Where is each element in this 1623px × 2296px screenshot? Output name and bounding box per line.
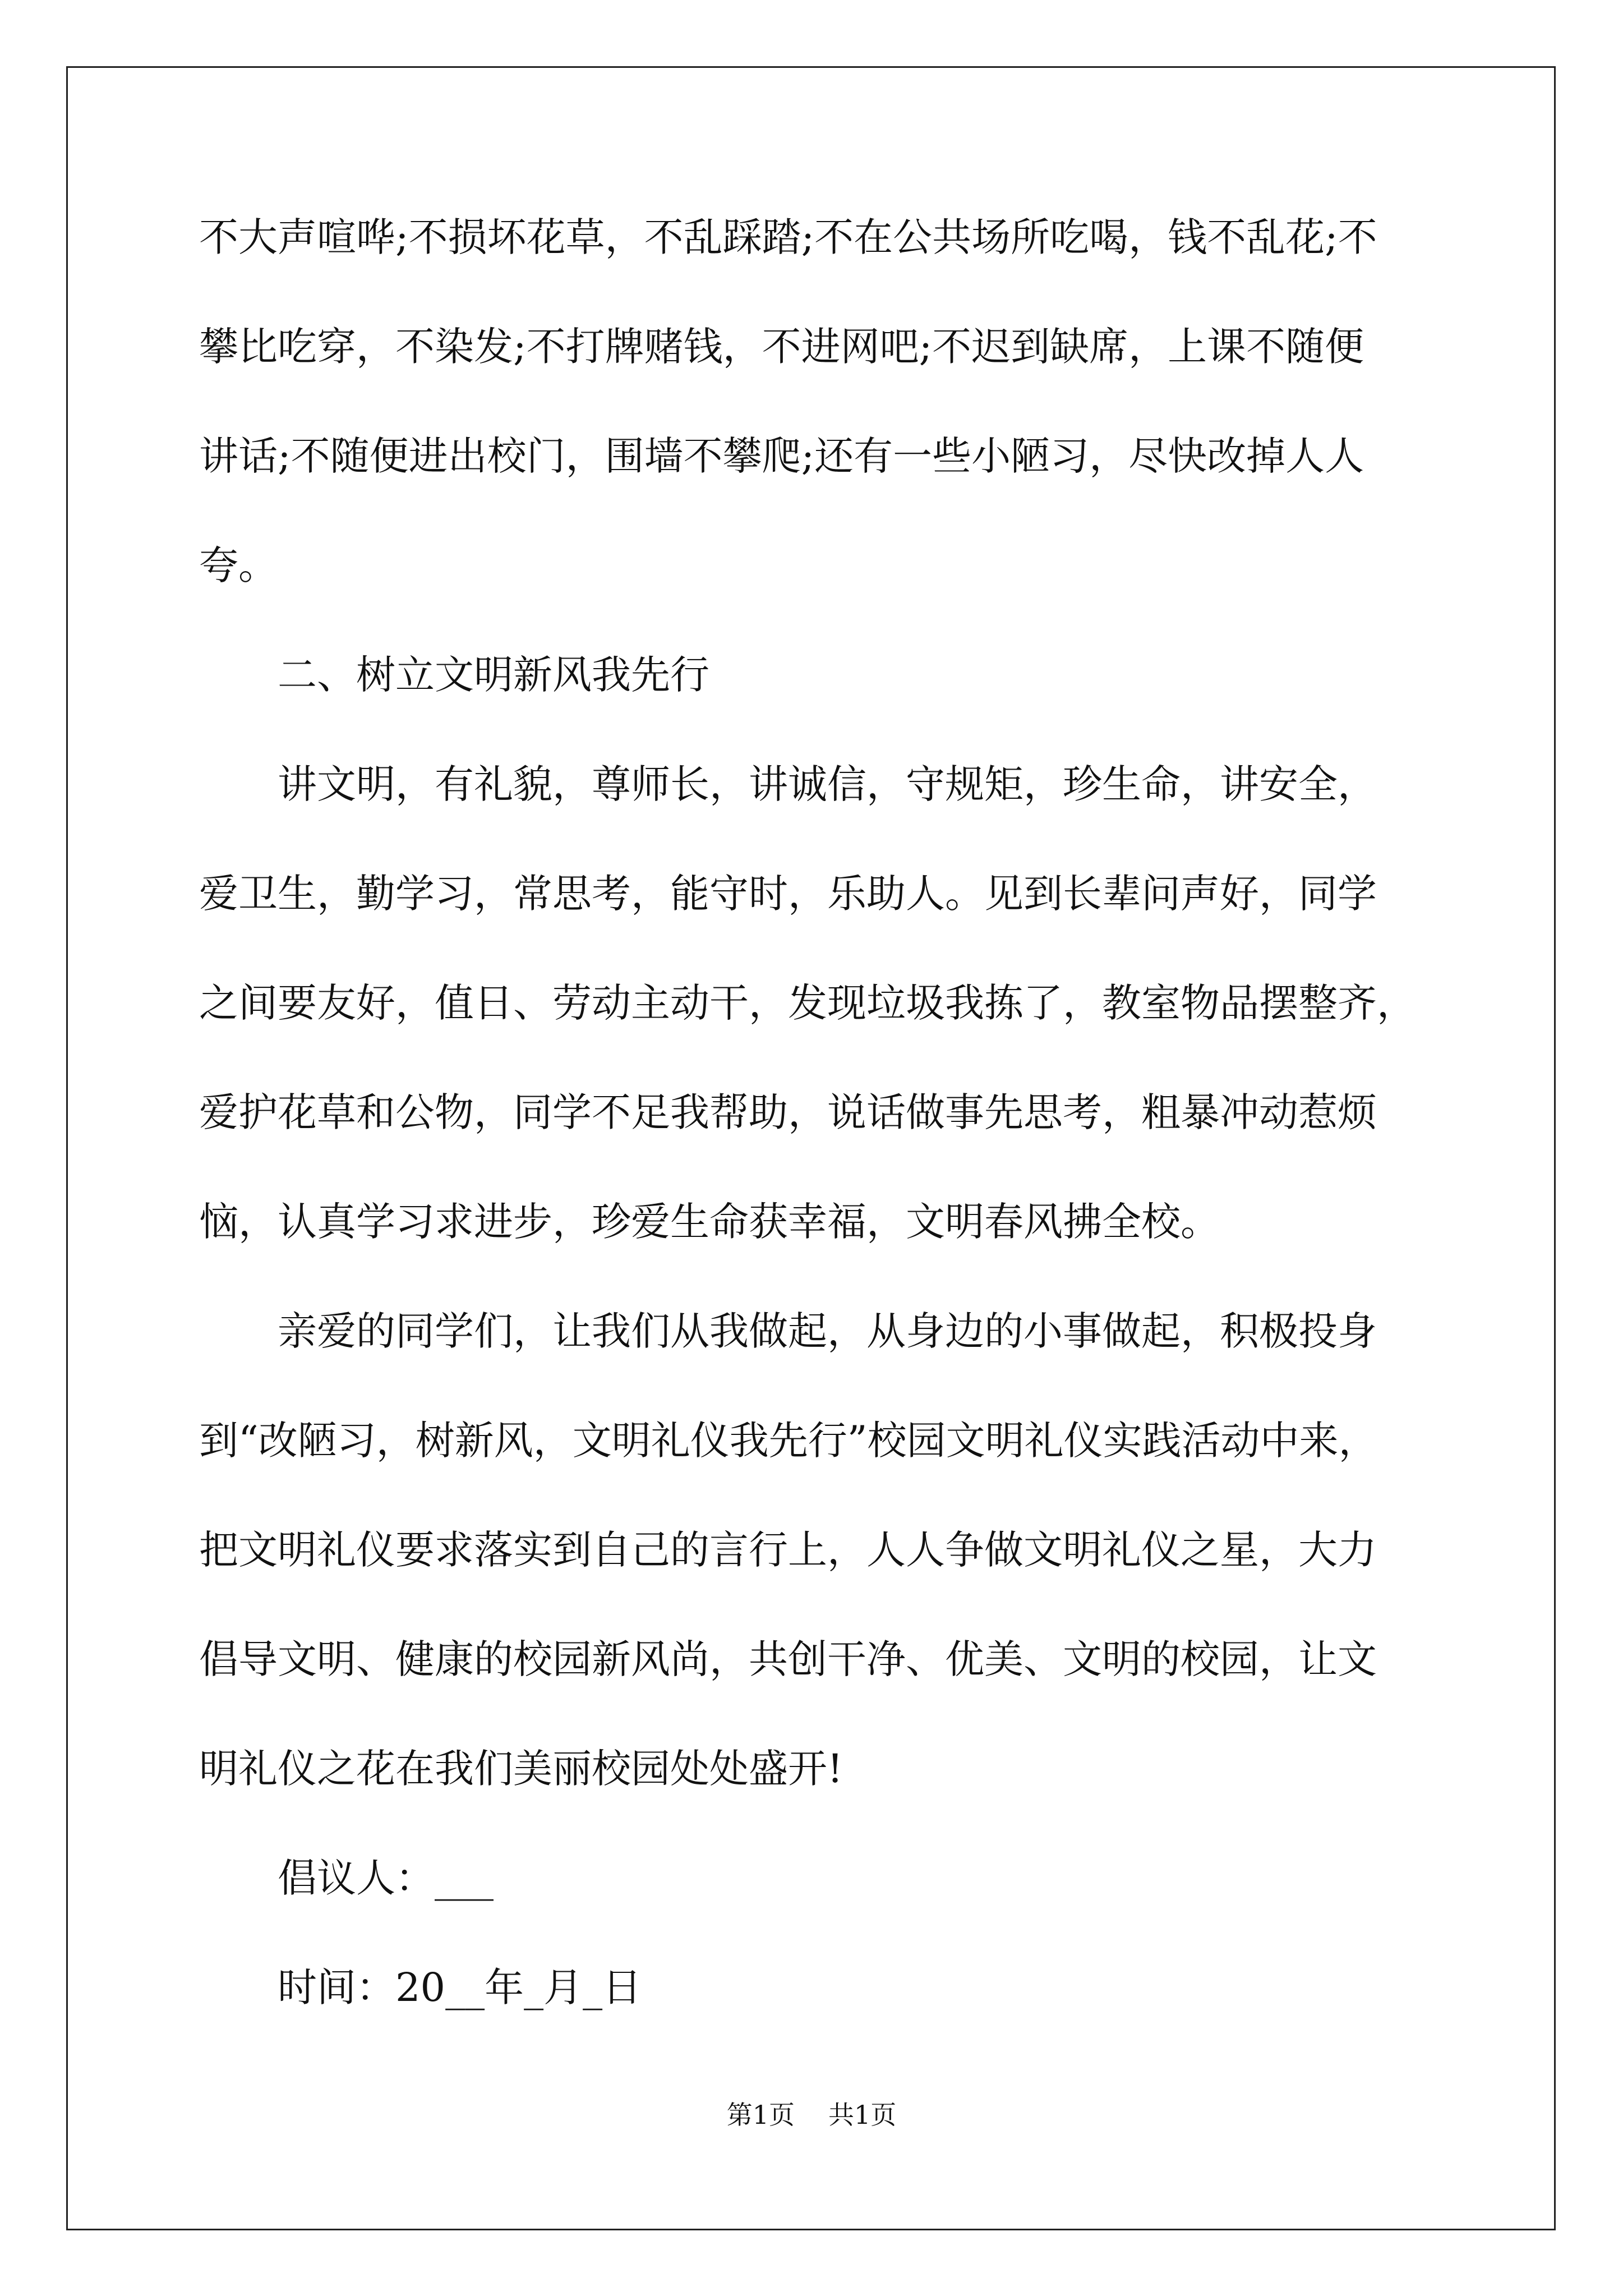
text-line-4: 夸。 <box>199 542 278 588</box>
page-footer <box>0 2098 1623 2132</box>
section-heading: 二、树立文明新风我先行 <box>278 652 709 698</box>
text-line-15: 明礼仪之花在我们美丽校园处处盛开! <box>199 1746 843 1792</box>
text-line-11: 亲爱的同学们，让我们从我做起，从身边的小事做起，积极投身 <box>278 1308 1377 1354</box>
text-line-7: 爱卫生，勤学习，常思考，能守时，乐助人。见到长辈问声好，同学 <box>199 871 1377 917</box>
proposer-line: 倡议人：___ <box>278 1855 494 1901</box>
document-body <box>199 210 1433 2070</box>
text-line-3: 讲话;不随便进出校门，围墙不攀爬;还有一些小陋习，尽快改掉人人 <box>199 433 1364 479</box>
text-line-9: 爱护花草和公物，同学不足我帮助，说话做事先思考，粗暴冲动惹烦 <box>199 1089 1377 1135</box>
text-line-12: 到“改陋习，树新风，文明礼仪我先行”校园文明礼仪实践活动中来， <box>199 1418 1378 1464</box>
text-line-8: 之间要友好，值日、劳动主动干，发现垃圾我拣了，教室物品摆整齐， <box>199 980 1416 1026</box>
text-line-6: 讲文明，有礼貌，尊师长，讲诚信，守规矩，珍生命，讲安全， <box>278 761 1377 807</box>
text-line-13: 把文明礼仪要求落实到自己的言行上，人人争做文明礼仪之星，大力 <box>199 1527 1377 1573</box>
text-line-14: 倡导文明、健康的校园新风尚，共创干净、优美、文明的校园，让文 <box>199 1636 1377 1682</box>
text-line-2: 攀比吃穿，不染发;不打牌赌钱，不进网吧;不迟到缺席，上课不随便 <box>199 324 1364 370</box>
text-line-10: 恼，认真学习求进步，珍爱生命获幸福，文明春风拂全校。 <box>199 1199 1220 1245</box>
page-number-current: 第1页 <box>726 2100 795 2130</box>
date-line: 时间：20__年_月_日 <box>278 1964 642 2010</box>
page-number-total: 共1页 <box>828 2100 897 2130</box>
text-line-1: 不大声喧哗;不损坏花草，不乱踩踏;不在公共场所吃喝，钱不乱花;不 <box>199 214 1377 260</box>
